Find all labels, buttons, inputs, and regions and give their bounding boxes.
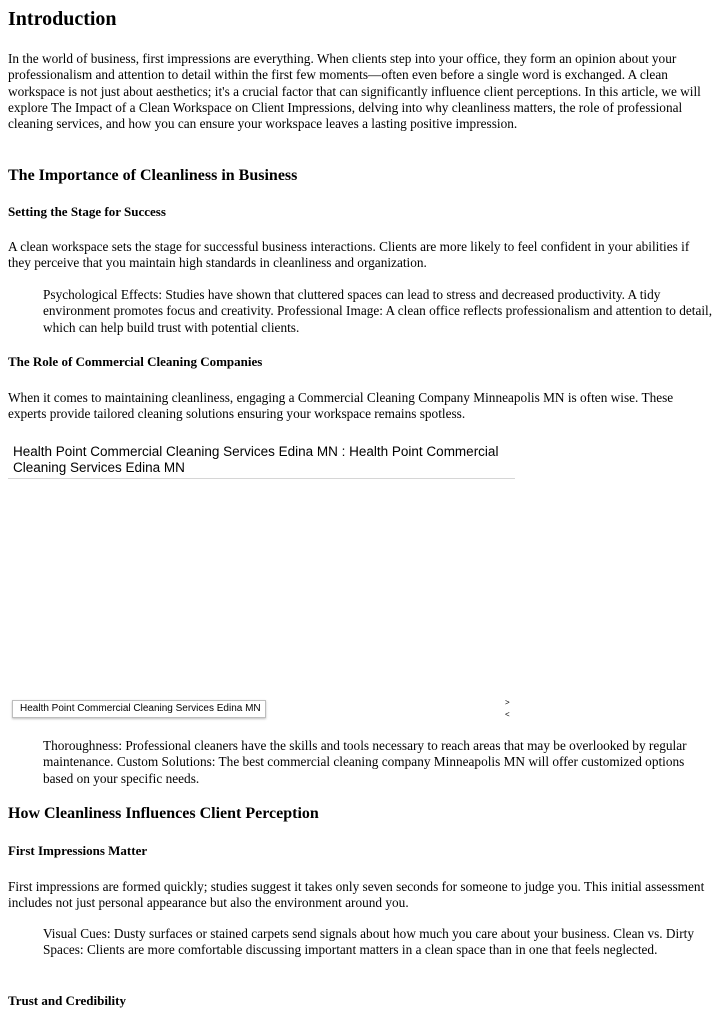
role-heading: The Role of Commercial Cleaning Companies (8, 354, 263, 369)
first-impressions-heading: First Impressions Matter (8, 843, 148, 858)
after-embed-quote: Thoroughness: Professional cleaners have the skills and tools necessary to reach areas that may be overlooked by regular maintenance. Custom Solutions: The best commercial cleaning company Minneapolis MN will offer customized options based on your specific needs. (43, 738, 687, 786)
importance-heading: The Importance of Cleanliness in Business (8, 167, 298, 184)
stage-heading: Setting the Stage for Success (8, 204, 166, 219)
first-impressions-quote: Visual Cues: Dusty surfaces or stained carpets send signals about how much you care about your business. Clean vs. Dirty Spaces: Clients are more comfortable discussing important matters in a clean space than in one that feels neglected. (43, 926, 694, 958)
prev-arrow-icon[interactable]: < (505, 710, 510, 719)
map-place-link[interactable]: Health Point Commercial Cleaning Services Edina MN (12, 700, 266, 718)
intro-heading: Introduction (8, 8, 117, 30)
map-embed-frame[interactable] (8, 480, 515, 695)
trust-heading: Trust and Credibility (8, 993, 126, 1008)
role-paragraph: When it comes to maintaining cleanliness, engaging a Commercial Cleaning Company Minneapolis MN is often wise. These experts provide tailored cleaning solutions ensuring your workspace remains spotless. (8, 390, 674, 422)
embed-title: Health Point Commercial Cleaning Services Edina MN : Health Point Commercial Cleaning Services Edina MN (8, 442, 515, 479)
stage-quote: Psychological Effects: Studies have shown that cluttered spaces can lead to stress and decreased productivity. A tidy environment promotes focus and creativity. Professional Image: A clean office reflects professionalism and attention to detail, which can help build trust with potential clients. (43, 287, 713, 335)
next-arrow-icon[interactable]: > (505, 698, 510, 707)
first-impressions-paragraph: First impressions are formed quickly; studies suggest it takes only seven seconds for someone to judge you. This initial assessment includes not just personal appearance but also the environment around you. (8, 879, 705, 911)
perception-heading: How Cleanliness Influences Client Perception (8, 805, 319, 822)
intro-paragraph: In the world of business, first impressions are everything. When clients step into your office, they form an opinion about your professionalism and attention to detail within the first few moments—often even before a single word is exchanged. A clean workspace is not just about aesthetics; it's a crucial factor that can significantly influence client perceptions. In this article, we will explore The Impact of a Clean Workspace on Client Impressions, delving into why cleanliness matters, the role of professional cleaning services, and how you can ensure your workspace leaves a lasting positive impression. (8, 51, 701, 132)
stage-paragraph: A clean workspace sets the stage for successful business interactions. Clients are more likely to feel confident in your abilities if they perceive that you maintain high standards in cleanliness and organization. (8, 239, 690, 271)
